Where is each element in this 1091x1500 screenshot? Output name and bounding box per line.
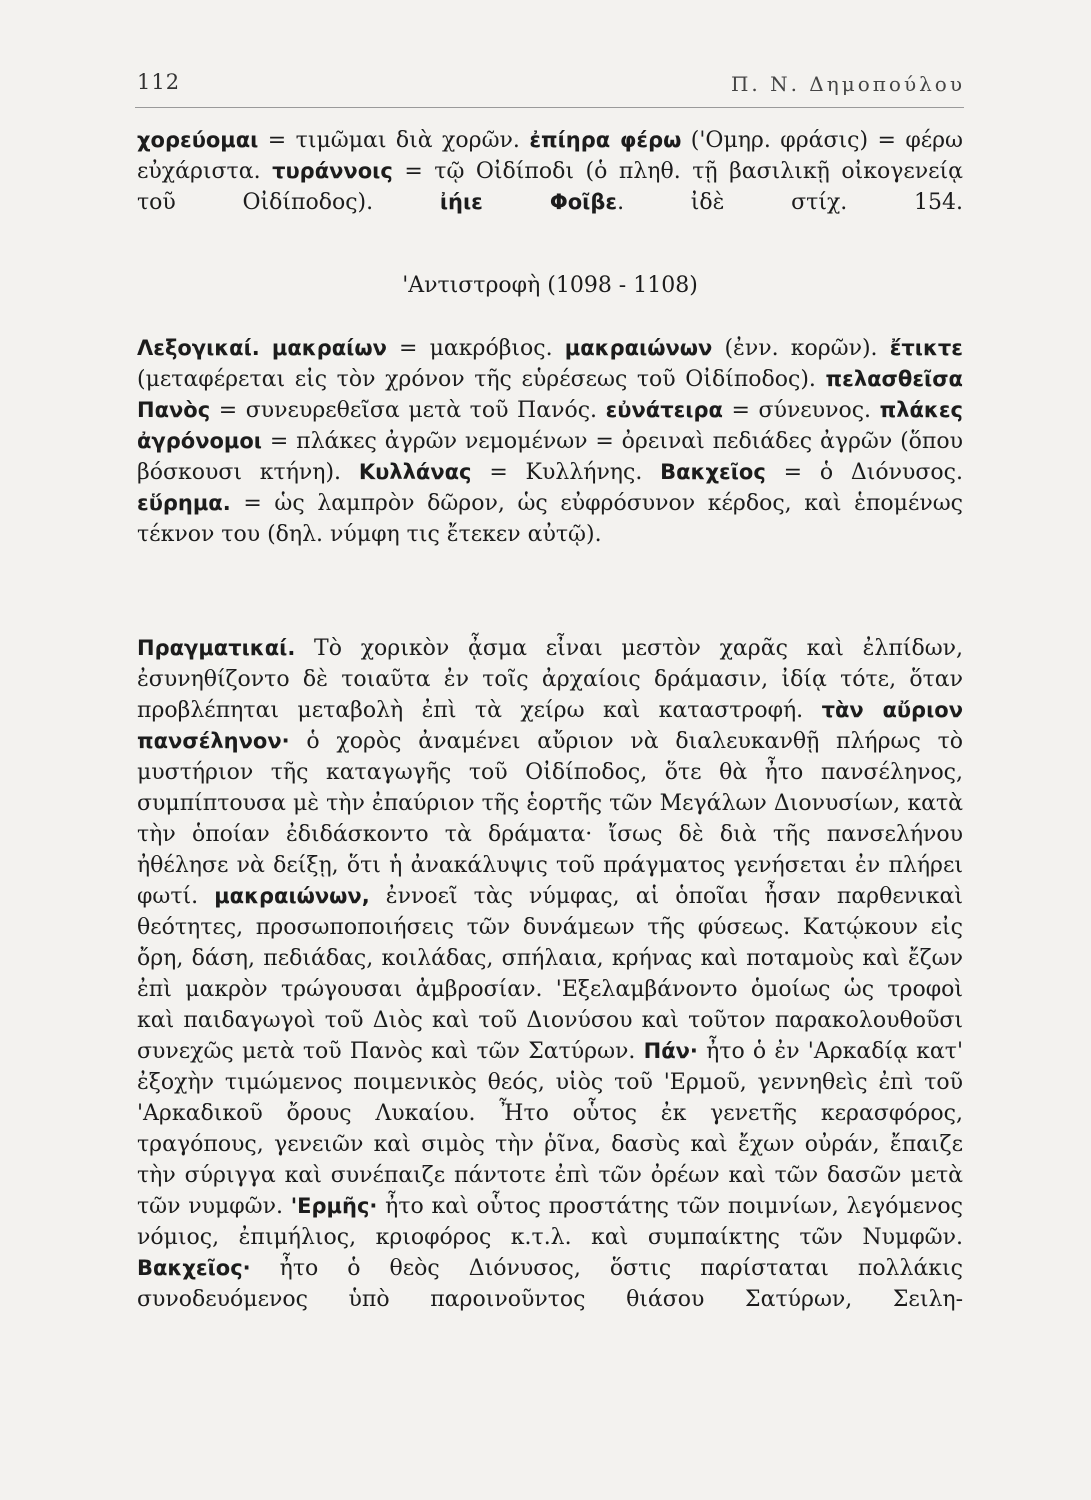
gloss: ('Ομηρ. φράσις) = φέρω εὐχάριστα. xyxy=(137,128,963,184)
term: μακραιώνων, xyxy=(214,884,370,908)
gloss: . ἰδὲ στίχ. 154. xyxy=(617,190,963,215)
term: Κυλλάνας xyxy=(358,460,472,484)
term: μακραίων xyxy=(271,336,387,360)
gloss: = μακρόβιος. xyxy=(386,336,565,361)
gloss: (μεταφέρεται εἰς τὸν χρόνον τῆς εὑρέσεως τοῦ Οἰδίποδος). xyxy=(137,367,826,392)
gloss: (ἐνν. κορῶν). xyxy=(712,336,890,361)
term: Βακχεῖος· xyxy=(137,1256,251,1280)
term: τὰν αὔριον πανσέληνον· xyxy=(137,698,964,753)
factual-notes-paragraph xyxy=(137,633,963,1315)
term: πλάκες ἀγρόνομοι xyxy=(137,398,963,453)
term: εὕρημα. xyxy=(137,491,231,515)
term: ἔτικτε xyxy=(889,336,963,360)
gloss: = ὡς λαμπρὸν δῶρον, ὡς εὐφρόσυνον κέρδος, καὶ ἑπομένως τέκνον του (δηλ. νύμφη τις ἔτεκεν αὐτῷ). xyxy=(137,491,963,547)
text: ἦτο ὁ ἐν 'Αρκαδίᾳ κατ' ἐξοχὴν τιμώμενος ποιμενικὸς θεός, υἱὸς τοῦ 'Ερμοῦ, γεννηθεὶς ἐπὶ τοῦ 'Αρκαδικοῦ ὄρους Λυκαίου. Ἦτο οὗτος ἐκ γενετῆς κερασφόρος, τραγόπους, γενειῶν καὶ σιμὸς τὴν ῥῖνα, δασὺς καὶ ἔχων οὐράν, ἔπαιζε τὴν σύριγγα καὶ συνέπαιζε πάντοτε ἐπὶ τῶν ὀρέων καὶ τῶν δασῶν μετὰ τῶν νυμφῶν. xyxy=(137,1039,964,1219)
text: ἐννοεῖ τὰς νύμφας, αἱ ὁποῖαι ἦσαν παρθενικαὶ θεότητες, προσωποποιήσεις τῶν δυνάμεων τῆς φύσεως. Κατῴκουν εἰς ὄρη, δάση, πεδιάδας, κοιλάδας, σπήλαια, κρήνας καὶ ποταμοὺς καὶ ἔζων ἐπὶ μακρὸν τρώγουσαι ἀμβροσίαν. 'Εξελαμβάνοντο ὁμοίως ὡς τροφοὶ καὶ παιδαγωγοὶ τοῦ Διὸς καὶ τοῦ Διονύσου καὶ τοῦτον παρακολουθοῦσι συνεχῶς μετὰ τοῦ Πανὸς καὶ τῶν Σατύρων. xyxy=(137,884,963,1064)
running-header-author: Π. Ν. Δημοπούλου xyxy=(730,72,965,96)
term: Πάν· xyxy=(643,1039,698,1063)
lexical-notes-paragraph xyxy=(137,333,963,550)
term: ἰήιε Φοῖβε xyxy=(439,190,618,214)
gloss: = Κυλλήνης. xyxy=(471,460,661,485)
text: ὁ χορὸς ἀναμένει αὔριον νὰ διαλευκανθῇ πλήρως τὸ μυστήριον τῆς καταγωγῆς τοῦ Οἰδίποδος, ὅτε θὰ ἦτο πανσέληνος, συμπίπτουσα μὲ τὴν ἐπαύριον τῆς ἑορτῆς τῶν Μεγάλων Διονυσίων, κατὰ τὴν ὁποίαν ἐδιδάσκοντο τὰ δράματα· ἴσως δὲ διὰ τῆς πανσελήνου ἠθέλησε νὰ δείξῃ, ὅτι ἡ ἀνακάλυψις τοῦ πράγματος γενήσεται ἐν πλήρει φωτί. xyxy=(137,729,963,909)
factual-label: Πραγματικαί. xyxy=(137,636,296,660)
header-rule xyxy=(135,107,964,108)
term: Βακχεῖος xyxy=(660,460,766,484)
page-number: 112 xyxy=(137,70,181,94)
gloss: = συνευρεθεῖσα μετὰ τοῦ Πανός. xyxy=(210,398,606,423)
term: εὐνάτειρα xyxy=(605,398,723,422)
text: Τὸ χορικὸν ᾆσμα εἶναι μεστὸν χαρᾶς καὶ ἐλπίδων, ἐσυνηθίζοντο δὲ τοιαῦτα ἐν τοῖς ἀρχαίοις δράμασιν, ἰδίᾳ τότε, ὅταν προβλέπηται μεταβολὴ ἐπὶ τὰ χείρω καὶ καταστροφή. xyxy=(137,636,963,723)
gloss: = τιμῶμαι διὰ χορῶν. xyxy=(258,128,530,153)
text: ἦτο καὶ οὗτος προστάτης τῶν ποιμνίων, λεγόμενος νόμιος, ἐπιμήλιος, κριοφόρος κ.τ.λ. καὶ συμπαίκτης τῶν Νυμφῶν. xyxy=(137,1194,963,1250)
term: χορεύομαι xyxy=(137,128,259,152)
text: ἦτο ὁ θεὸς Διόνυσος, ὅστις παρίσταται πολλάκις συνοδευόμενος ὑπὸ παροινοῦντος θιάσου Σατύρων, Σειλη- xyxy=(137,1256,963,1312)
intro-paragraph xyxy=(137,125,963,218)
gloss: = ὁ Διόνυσος. xyxy=(765,460,963,485)
lexical-label: Λεξογικαί. xyxy=(137,336,260,360)
term: ἐπίηρα φέρω xyxy=(529,128,682,152)
section-heading: 'Αντιστροφὴ (1098 - 1108) xyxy=(402,273,698,298)
term: 'Ερμῆς· xyxy=(290,1194,378,1218)
term: τυράννοις xyxy=(272,159,393,183)
gloss: = σύνευνος. xyxy=(722,398,880,423)
gloss: = τῷ Οἰδίποδι (ὁ πληθ. τῇ βασιλικῇ οἰκογενείᾳ τοῦ Οἰδίποδος). xyxy=(137,159,963,215)
gloss: = πλάκες ἀγρῶν νεμομένων = ὀρειναὶ πεδιάδες ἀγρῶν (ὅπου βόσκουσι κτήνη). xyxy=(137,429,963,485)
term: πελασθεῖσα Πανὸς xyxy=(137,367,963,422)
term: μακραιώνων xyxy=(564,336,713,360)
